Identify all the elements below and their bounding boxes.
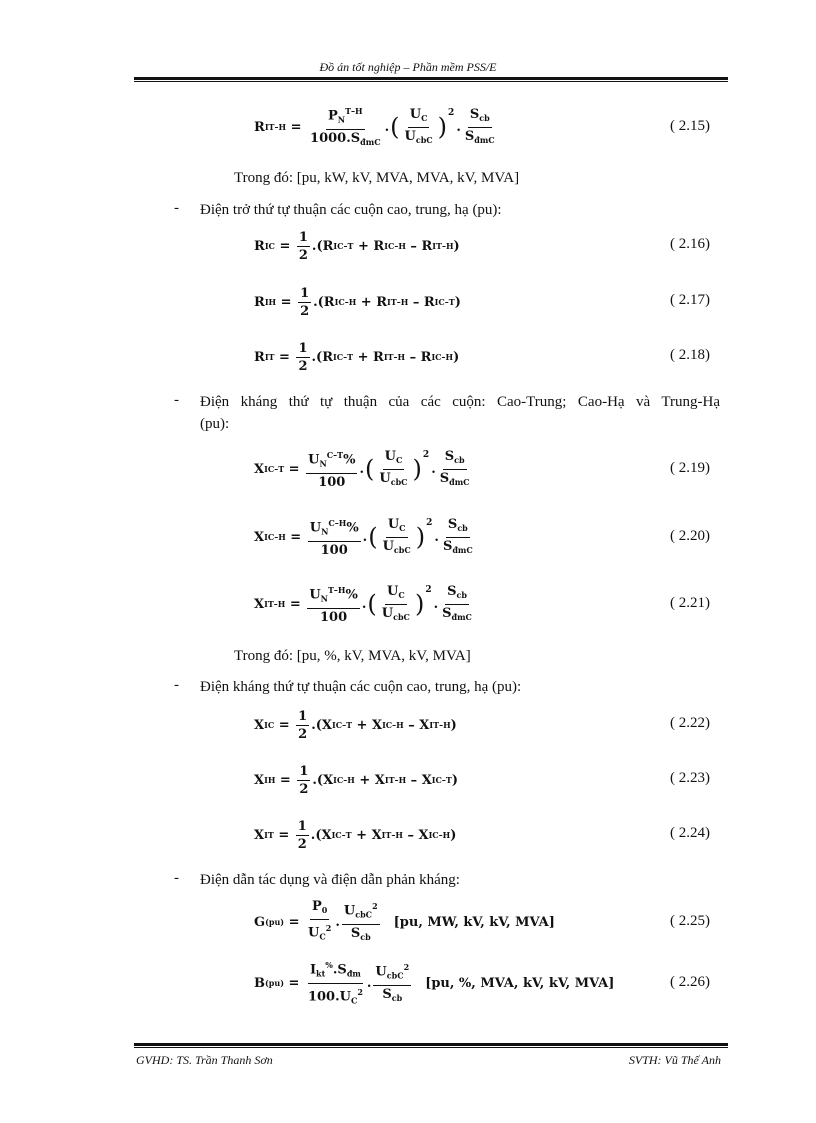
equation-2-21: X IT–H = $\frac{U_N^{T-H}\%}{100}$ . ( $\frac{U_C}{U_{cbC}}$ ) 2 . $\frac{S_{cb}}{S_{đmC}}$ bbox=[254, 583, 472, 625]
equation-2-15: R IT–H = $\frac{P_N^{T-H}}{1000.S_{đmC}}$ . ( $\frac{U_C}{U_{cbC}}$ ) 2 . $\frac{S_{cb}}{S_{đmC}}$ bbox=[254, 106, 495, 147]
equation-number: ( 2.21) bbox=[670, 595, 710, 611]
equation-2-17: R IH = $\frac{1}{2}$ .(R IC–H + R IT–H – R IC–T ) bbox=[254, 285, 461, 319]
equation-2-16: R IC = $\frac{1}{2}$ .(R IC–T + R IC–H – R IT–H ) bbox=[254, 229, 460, 263]
equation-2-25: G (pu) = $\frac{P_0}{U_C^2}$ . $\frac{U_{cbC}^2}{S_{cb}}$ [pu, MW, kV, kV, MVA] bbox=[254, 899, 555, 942]
unit-list: [pu, MW, kV, kV, MVA] bbox=[393, 914, 555, 930]
bullet-text-cont: (pu): bbox=[200, 416, 230, 432]
bullet-marker: - bbox=[174, 200, 179, 216]
page-header: Đồ án tốt nghiệp – Phần mềm PSS/E bbox=[319, 60, 497, 74]
equation-number: ( 2.23) bbox=[670, 770, 710, 786]
equation-2-18: R IT = $\frac{1}{2}$ .(R IC–T + R IT–H – R IC–H ) bbox=[254, 340, 460, 374]
bullet-marker: - bbox=[174, 392, 179, 408]
equation-number: ( 2.26) bbox=[670, 974, 710, 990]
equation-number: ( 2.19) bbox=[670, 460, 710, 476]
bullet-marker: - bbox=[174, 870, 179, 886]
equation-number: ( 2.15) bbox=[670, 118, 710, 134]
equation-2-24: X IT = $\frac{1}{2}$ .(X IC–T + X IT–H – X IC–H ) bbox=[254, 818, 457, 852]
footer-rule bbox=[134, 1043, 728, 1048]
equation-number: ( 2.22) bbox=[670, 715, 710, 731]
bullet-text: Điện kháng thứ tự thuận của các cuộn: Cao-Trung; Cao-Hạ và Trung-Hạ bbox=[200, 394, 720, 410]
footer-advisor: GVHD: TS. Trần Thanh Sơn bbox=[136, 1053, 273, 1067]
equation-number: ( 2.17) bbox=[670, 292, 710, 308]
equation-2-23: X IH = $\frac{1}{2}$ .(X IC–H + X IT–H – X IC–T ) bbox=[254, 763, 458, 797]
bullet-text: Điện trở thứ tự thuận các cuộn cao, trung, hạ (pu): bbox=[200, 202, 502, 218]
equation-2-20: X IC–H = $\frac{U_N^{C-H}\%}{100}$ . ( $\frac{U_C}{U_{cbC}}$ ) 2 . $\frac{S_{cb}}{S_{đmC}}$ bbox=[254, 516, 473, 558]
equation-number: ( 2.20) bbox=[670, 528, 710, 544]
equation-number: ( 2.25) bbox=[670, 913, 710, 929]
note-units: Trong đó: [pu, kW, kV, MVA, MVA, kV, MVA] bbox=[234, 170, 520, 186]
equation-2-22: X IC = $\frac{1}{2}$ .(X IC–T + X IC–H – X IT–H ) bbox=[254, 708, 457, 742]
equation-2-19: X IC–T = $\frac{U_N^{C-T}\%}{100}$ . ( $\frac{U_C}{U_{cbC}}$ ) 2 . $\frac{S_{cb}}{S_{đmC}}$ bbox=[254, 448, 470, 490]
bullet-text: Điện dẫn tác dụng và điện dẫn phản kháng: bbox=[200, 872, 460, 888]
equation-number: ( 2.24) bbox=[670, 825, 710, 841]
unit-list: [pu, %, MVA, kV, kV, MVA] bbox=[425, 975, 615, 991]
equation-number: ( 2.18) bbox=[670, 347, 710, 363]
equation-2-26: B (pu) = $\frac{I_{kt}^{\%}.S_{đm}}{100.U_C^2}$ . $\frac{U_{cbC}^2}{S_{cb}}$ [pu, %, MVA, kV, kV, MVA] bbox=[254, 960, 615, 1005]
equation-number: ( 2.16) bbox=[670, 236, 710, 252]
note-units: Trong đó: [pu, %, kV, MVA, kV, MVA] bbox=[234, 648, 471, 664]
bullet-text: Điện kháng thứ tự thuận các cuộn cao, trung, hạ (pu): bbox=[200, 679, 522, 695]
bullet-marker: - bbox=[174, 677, 179, 693]
footer-student: SVTH: Vũ Thế Anh bbox=[628, 1053, 721, 1067]
header-rule bbox=[134, 77, 728, 82]
